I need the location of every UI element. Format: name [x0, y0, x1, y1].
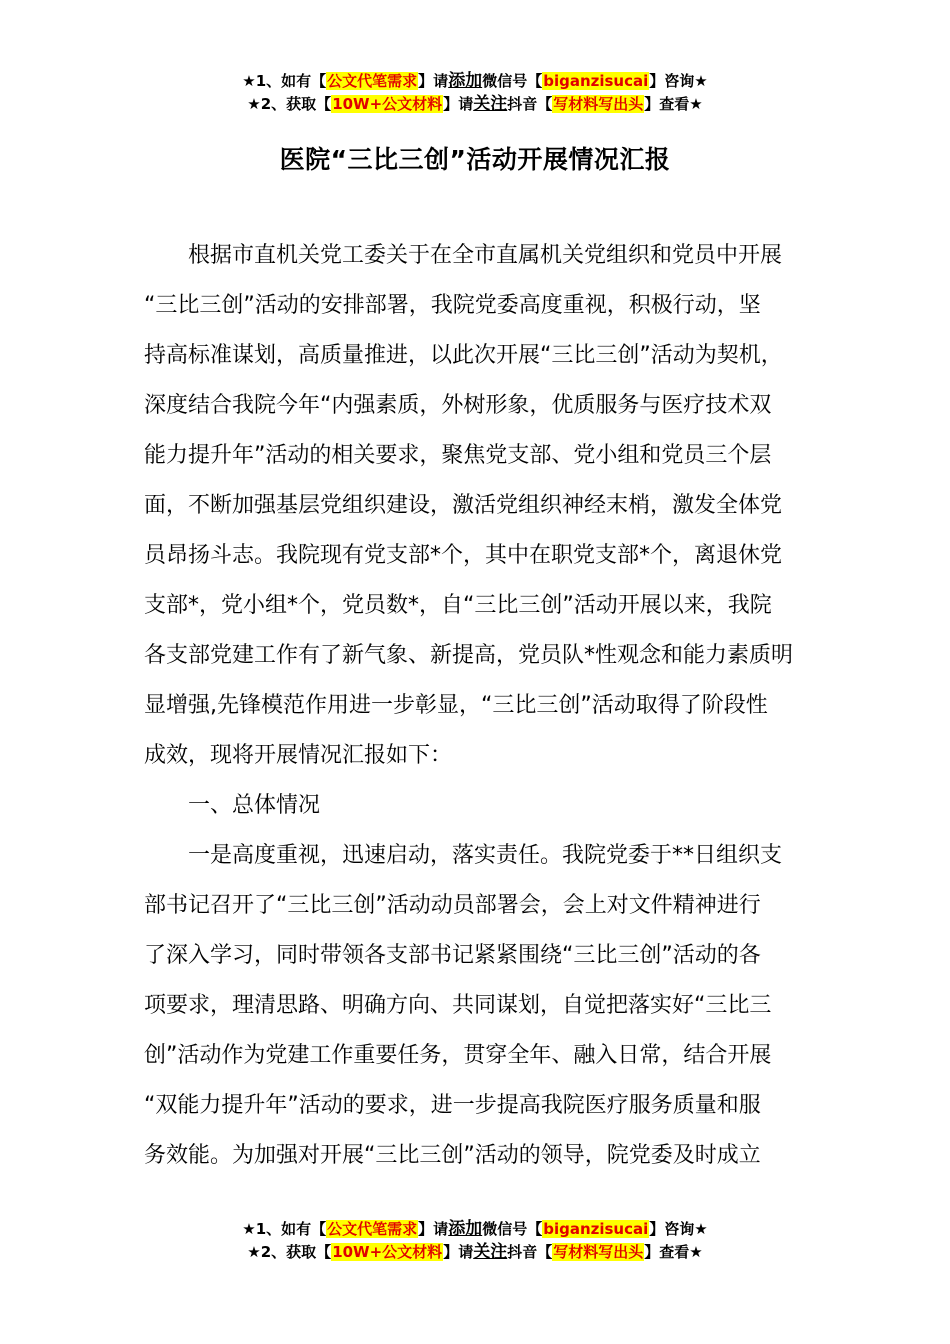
promo-line-1	[0, 70, 950, 93]
body-line: 部书记召开了“三比三创”活动动员部署会，会上对文件精神进行	[144, 893, 761, 918]
promo-underline: 关注	[473, 94, 508, 114]
body-line: “三比三创”活动的安排部署，我院党委高度重视，积极行动，坚	[144, 293, 761, 318]
header-promo-banner	[0, 70, 950, 116]
promo-text: 】咨询★	[649, 1220, 708, 1238]
promo-text: 】请	[418, 72, 449, 90]
promo-text: 抖音【	[507, 1243, 553, 1261]
body-line: 根据市直机关党工委关于在全市直属机关党组织和党员中开展	[188, 243, 783, 268]
body-line: 深度结合我院今年“内强素质，外树形象，优质服务与医疗技术双	[144, 393, 772, 418]
body-line: 支部*，党小组*个，党员数*，自“三比三创”活动开展以来，我院	[144, 593, 772, 618]
body-line: 一是高度重视，迅速启动，落实责任。我院党委于**日组织支	[188, 843, 783, 868]
body-line: 面，不断加强基层党组织建设，激活党组织神经末梢，激发全体党	[144, 493, 783, 518]
promo-text: 】请	[443, 95, 474, 113]
footer-promo-banner	[0, 1218, 950, 1264]
promo-text: 】查看★	[644, 1243, 703, 1261]
body-line: 持高标准谋划，高质量推进，以此次开展“三比三创”活动为契机，	[144, 343, 783, 368]
promo-text: 】查看★	[644, 95, 703, 113]
promo-text: 1、如有【	[255, 1220, 327, 1238]
promo-highlight: 10W+公文材料	[332, 95, 443, 113]
promo-text: 微信号【	[482, 1220, 543, 1238]
body-line: 创”活动作为党建工作重要任务，贯穿全年、融入日常，结合开展	[144, 1043, 772, 1068]
star-icon: ★	[247, 1243, 261, 1261]
promo-highlight: 10W+公文材料	[332, 1243, 443, 1261]
promo-text: 】咨询★	[649, 72, 708, 90]
body-line: 员昂扬斗志。我院现有党支部*个，其中在职党支部*个，离退休党	[144, 543, 783, 568]
document-body	[144, 237, 824, 1187]
body-line: 各支部党建工作有了新气象、新提高，党员队*性观念和能力素质明	[144, 643, 794, 668]
promo-text: 】请	[443, 1243, 474, 1261]
promo-text: 微信号【	[482, 72, 543, 90]
body-line: 成效，现将开展情况汇报如下：	[144, 743, 453, 768]
promo-line-2	[0, 1241, 950, 1264]
star-icon: ★	[242, 72, 256, 90]
promo-line-1	[0, 1218, 950, 1241]
body-line: 务效能。为加强对开展“三比三创”活动的领导，院党委及时成立	[144, 1143, 761, 1168]
star-icon: ★	[247, 95, 261, 113]
promo-text: 】请	[418, 1220, 449, 1238]
promo-underline: 添加	[448, 1219, 483, 1239]
body-line: 显增强,先锋模范作用进一步彰显，“三比三创”活动取得了阶段性	[144, 693, 768, 718]
star-icon: ★	[242, 1220, 256, 1238]
promo-text: 2、获取【	[260, 95, 332, 113]
section-heading: 一、总体情况	[188, 793, 321, 818]
wechat-id-highlight: biganzisucai	[543, 72, 649, 90]
body-line: “双能力提升年”活动的要求，进一步提高我院医疗服务质量和服	[144, 1093, 761, 1118]
promo-highlight: 公文代笔需求	[327, 72, 418, 90]
body-line: 项要求，理清思路、明确方向、共同谋划，自觉把落实好“三比三	[144, 993, 772, 1018]
promo-text: 2、获取【	[260, 1243, 332, 1261]
promo-text: 1、如有【	[255, 72, 327, 90]
promo-underline: 添加	[448, 71, 483, 91]
promo-underline: 关注	[473, 1242, 508, 1262]
douyin-id-highlight: 写材料写出头	[553, 1243, 644, 1261]
document-title: 医院“三比三创”活动开展情况汇报	[279, 145, 671, 174]
promo-highlight: 公文代笔需求	[327, 1220, 418, 1238]
promo-text: 抖音【	[507, 95, 553, 113]
douyin-id-highlight: 写材料写出头	[553, 95, 644, 113]
body-line: 能力提升年”活动的相关要求，聚焦党支部、党小组和党员三个层	[144, 443, 772, 468]
promo-line-2	[0, 93, 950, 116]
wechat-id-highlight: biganzisucai	[543, 1220, 649, 1238]
body-line: 了深入学习，同时带领各支部书记紧紧围绕“三比三创”活动的各	[144, 943, 761, 968]
